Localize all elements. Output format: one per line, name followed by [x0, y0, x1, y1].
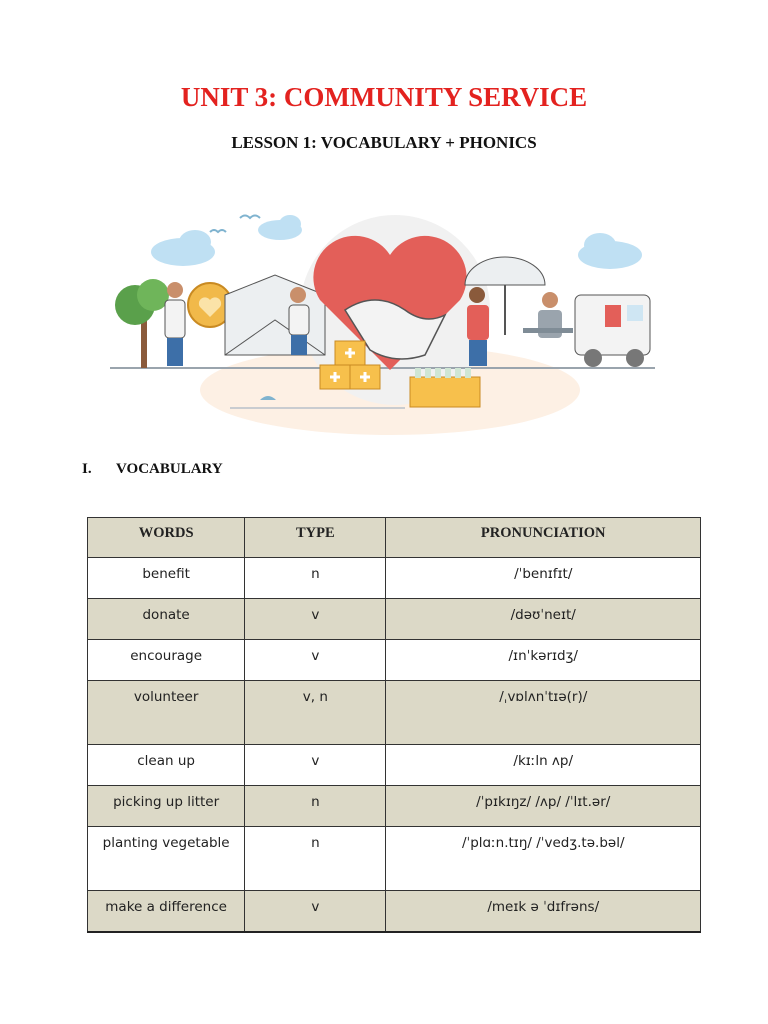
pronunciation-cell: /dəʊˈneɪt/ — [386, 599, 701, 640]
word-cell: encourage — [88, 640, 245, 681]
pronunciation-cell: /kɪːln ʌp/ — [386, 745, 701, 786]
word-cell: benefit — [88, 558, 245, 599]
unit-title: UNIT 3: COMMUNITY SERVICE — [180, 82, 588, 112]
type-cell: v — [245, 640, 386, 681]
table-row — [88, 640, 701, 681]
word-cell: planting vegetable — [88, 827, 245, 891]
section-number: I. — [82, 461, 92, 477]
header-words: WORDS — [88, 518, 245, 558]
pronunciation-cell: /ˈbenɪfɪt/ — [386, 558, 701, 599]
word-cell: clean up — [88, 745, 245, 786]
table-row — [88, 745, 701, 786]
pronunciation-cell: /ˈplɑːn.tɪŋ/ /ˈvedʒ.tə.bəl/ — [386, 827, 701, 891]
type-cell: n — [245, 827, 386, 891]
table-header-row — [88, 518, 701, 558]
table-row — [88, 827, 701, 891]
word-cell: make a difference — [88, 891, 245, 933]
pronunciation-cell: /meɪk ə ˈdɪfrəns/ — [386, 891, 701, 933]
type-cell: n — [245, 558, 386, 599]
pronunciation-cell: /ˈpɪkɪŋz/ /ʌp/ /ˈlɪt.ər/ — [386, 786, 701, 827]
word-cell: volunteer — [88, 681, 245, 745]
type-cell: v — [245, 599, 386, 640]
type-cell: n — [245, 786, 386, 827]
type-cell: v — [245, 745, 386, 786]
pronunciation-cell: /ˌvɒlʌnˈtɪə(r)/ — [386, 681, 701, 745]
pronunciation-cell: /ɪnˈkərɪdʒ/ — [386, 640, 701, 681]
section-heading — [82, 461, 223, 478]
section-title: VOCABULARY — [116, 461, 223, 477]
word-cell: picking up litter — [88, 786, 245, 827]
table-row — [88, 681, 701, 745]
type-cell: v, n — [245, 681, 386, 745]
header-type: TYPE — [245, 518, 386, 558]
header-pronunciation: PRONUNCIATION — [386, 518, 701, 558]
type-cell: v — [245, 891, 386, 933]
table-row — [88, 599, 701, 640]
community-service-illustration — [105, 200, 665, 435]
word-cell: donate — [88, 599, 245, 640]
table-row — [88, 891, 701, 933]
lesson-subtitle: LESSON 1: VOCABULARY + PHONICS — [231, 133, 537, 152]
table-row — [88, 786, 701, 827]
table-row — [88, 558, 701, 599]
vocabulary-table — [87, 517, 701, 933]
